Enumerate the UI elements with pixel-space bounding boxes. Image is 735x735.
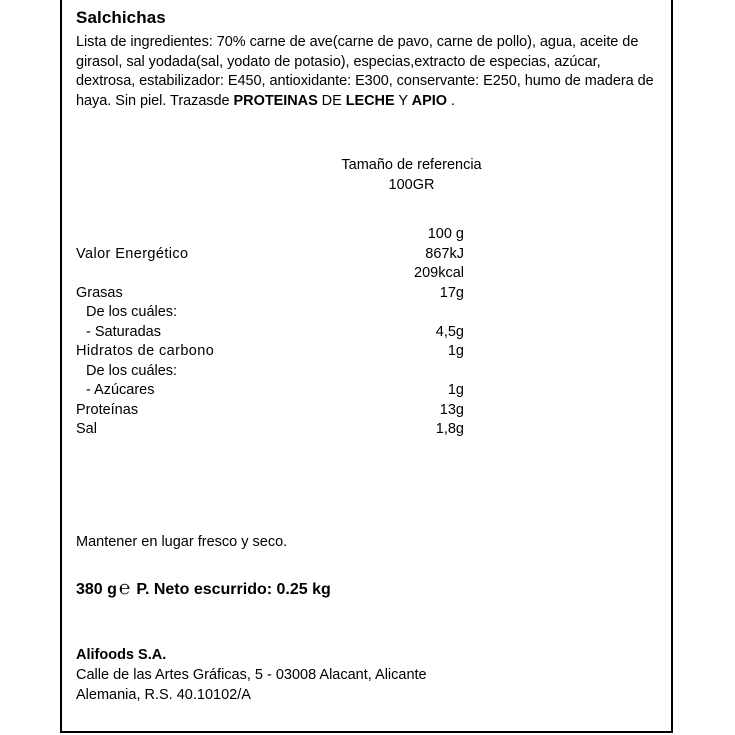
nutrition-row-value: 209kcal — [414, 265, 464, 282]
reference-size-title: Tamaño de referencia — [341, 157, 482, 174]
company-address: Calle de las Artes Gráficas, 5 - 03008 Alacant, Alicante — [76, 666, 427, 683]
nutrition-table-body — [76, 225, 657, 245]
nutrition-row-label: De los cuáles: — [86, 362, 178, 379]
nutrition-row-value: 1g — [447, 343, 464, 360]
nutrition-row — [76, 381, 657, 401]
nutrition-row-value: 13g — [439, 401, 464, 418]
estimated-sign-icon: ℮ — [118, 577, 131, 599]
nutrition-row-value: 4,5g — [435, 323, 464, 340]
nutrition-column-header-row — [76, 225, 657, 245]
nutrition-row-value: 867kJ — [425, 245, 464, 262]
company-registration: Alemania, R.S. 40.10102/A — [76, 686, 251, 703]
nutrition-row-label: Proteínas — [76, 401, 139, 418]
nutrition-label-frame — [60, 0, 673, 733]
page-title: Salchichas — [76, 8, 166, 27]
nutrition-row-label: De los cuáles: — [86, 304, 178, 321]
reference-size-value: 100GR — [388, 177, 435, 194]
ingredients-connector-de: DE — [317, 92, 346, 109]
nutrition-row — [76, 420, 657, 440]
nutrition-row-value — [396, 303, 657, 323]
ingredients-text: Lista de ingredientes: 70% carne de ave(carne de pavo, carne de pollo), agua, aceite de girasol, sal yodada(sal, yodato de potasio), especias,extracto de especias, azúcar, dextrosa, estabilizador: E450, antioxidante: E300, conservante: E250, humo de madera de haya. Sin piel. Trazasde — [76, 34, 654, 109]
ingredients-suffix: . — [446, 92, 455, 109]
storage-instructions: Mantener en lugar fresco y seco. — [76, 533, 288, 550]
nutrition-row — [76, 362, 657, 382]
nutrition-row — [76, 323, 657, 343]
nutrition-row-label — [76, 264, 396, 284]
nutrition-column-header: 100 g — [427, 226, 464, 243]
nutrition-row-value: 17g — [439, 284, 464, 301]
nutrition-row-label: - Saturadas — [86, 323, 161, 340]
nutrition-row-label: Grasas — [76, 284, 123, 301]
nutrition-row-value: 1,8g — [435, 421, 464, 438]
nutrition-row-label: Sal — [76, 421, 97, 438]
net-weight: 380 g — [76, 580, 117, 598]
weight-line — [76, 579, 657, 600]
company-info — [76, 645, 657, 705]
nutrition-row — [76, 342, 657, 362]
nutrition-row — [76, 284, 657, 304]
allergen-leche: LECHE — [345, 92, 395, 109]
allergen-proteinas: PROTEINAS — [233, 92, 318, 109]
nutrition-table — [76, 225, 657, 440]
nutrition-row-value: 1g — [447, 382, 464, 399]
company-name: Alifoods S.A. — [76, 646, 167, 663]
label-content — [62, 0, 671, 705]
nutrition-header-label-cell — [76, 225, 396, 245]
nutrition-row — [76, 401, 657, 421]
nutrition-row-label: - Azúcares — [86, 382, 155, 399]
nutrition-rows — [76, 245, 657, 440]
drained-weight: P. Neto escurrido: 0.25 kg — [136, 580, 331, 598]
nutrition-row — [76, 264, 657, 284]
nutrition-row — [76, 245, 657, 265]
nutrition-row-value — [396, 362, 657, 382]
reference-size-header — [76, 155, 657, 195]
nutrition-row-label: Hidratos de carbono — [76, 343, 215, 360]
allergen-apio: APIO — [411, 92, 447, 109]
nutrition-row-label: Valor Energético — [76, 245, 189, 262]
ingredients-connector-y: Y — [394, 92, 412, 109]
nutrition-row — [76, 303, 657, 323]
ingredients-list — [76, 33, 654, 111]
